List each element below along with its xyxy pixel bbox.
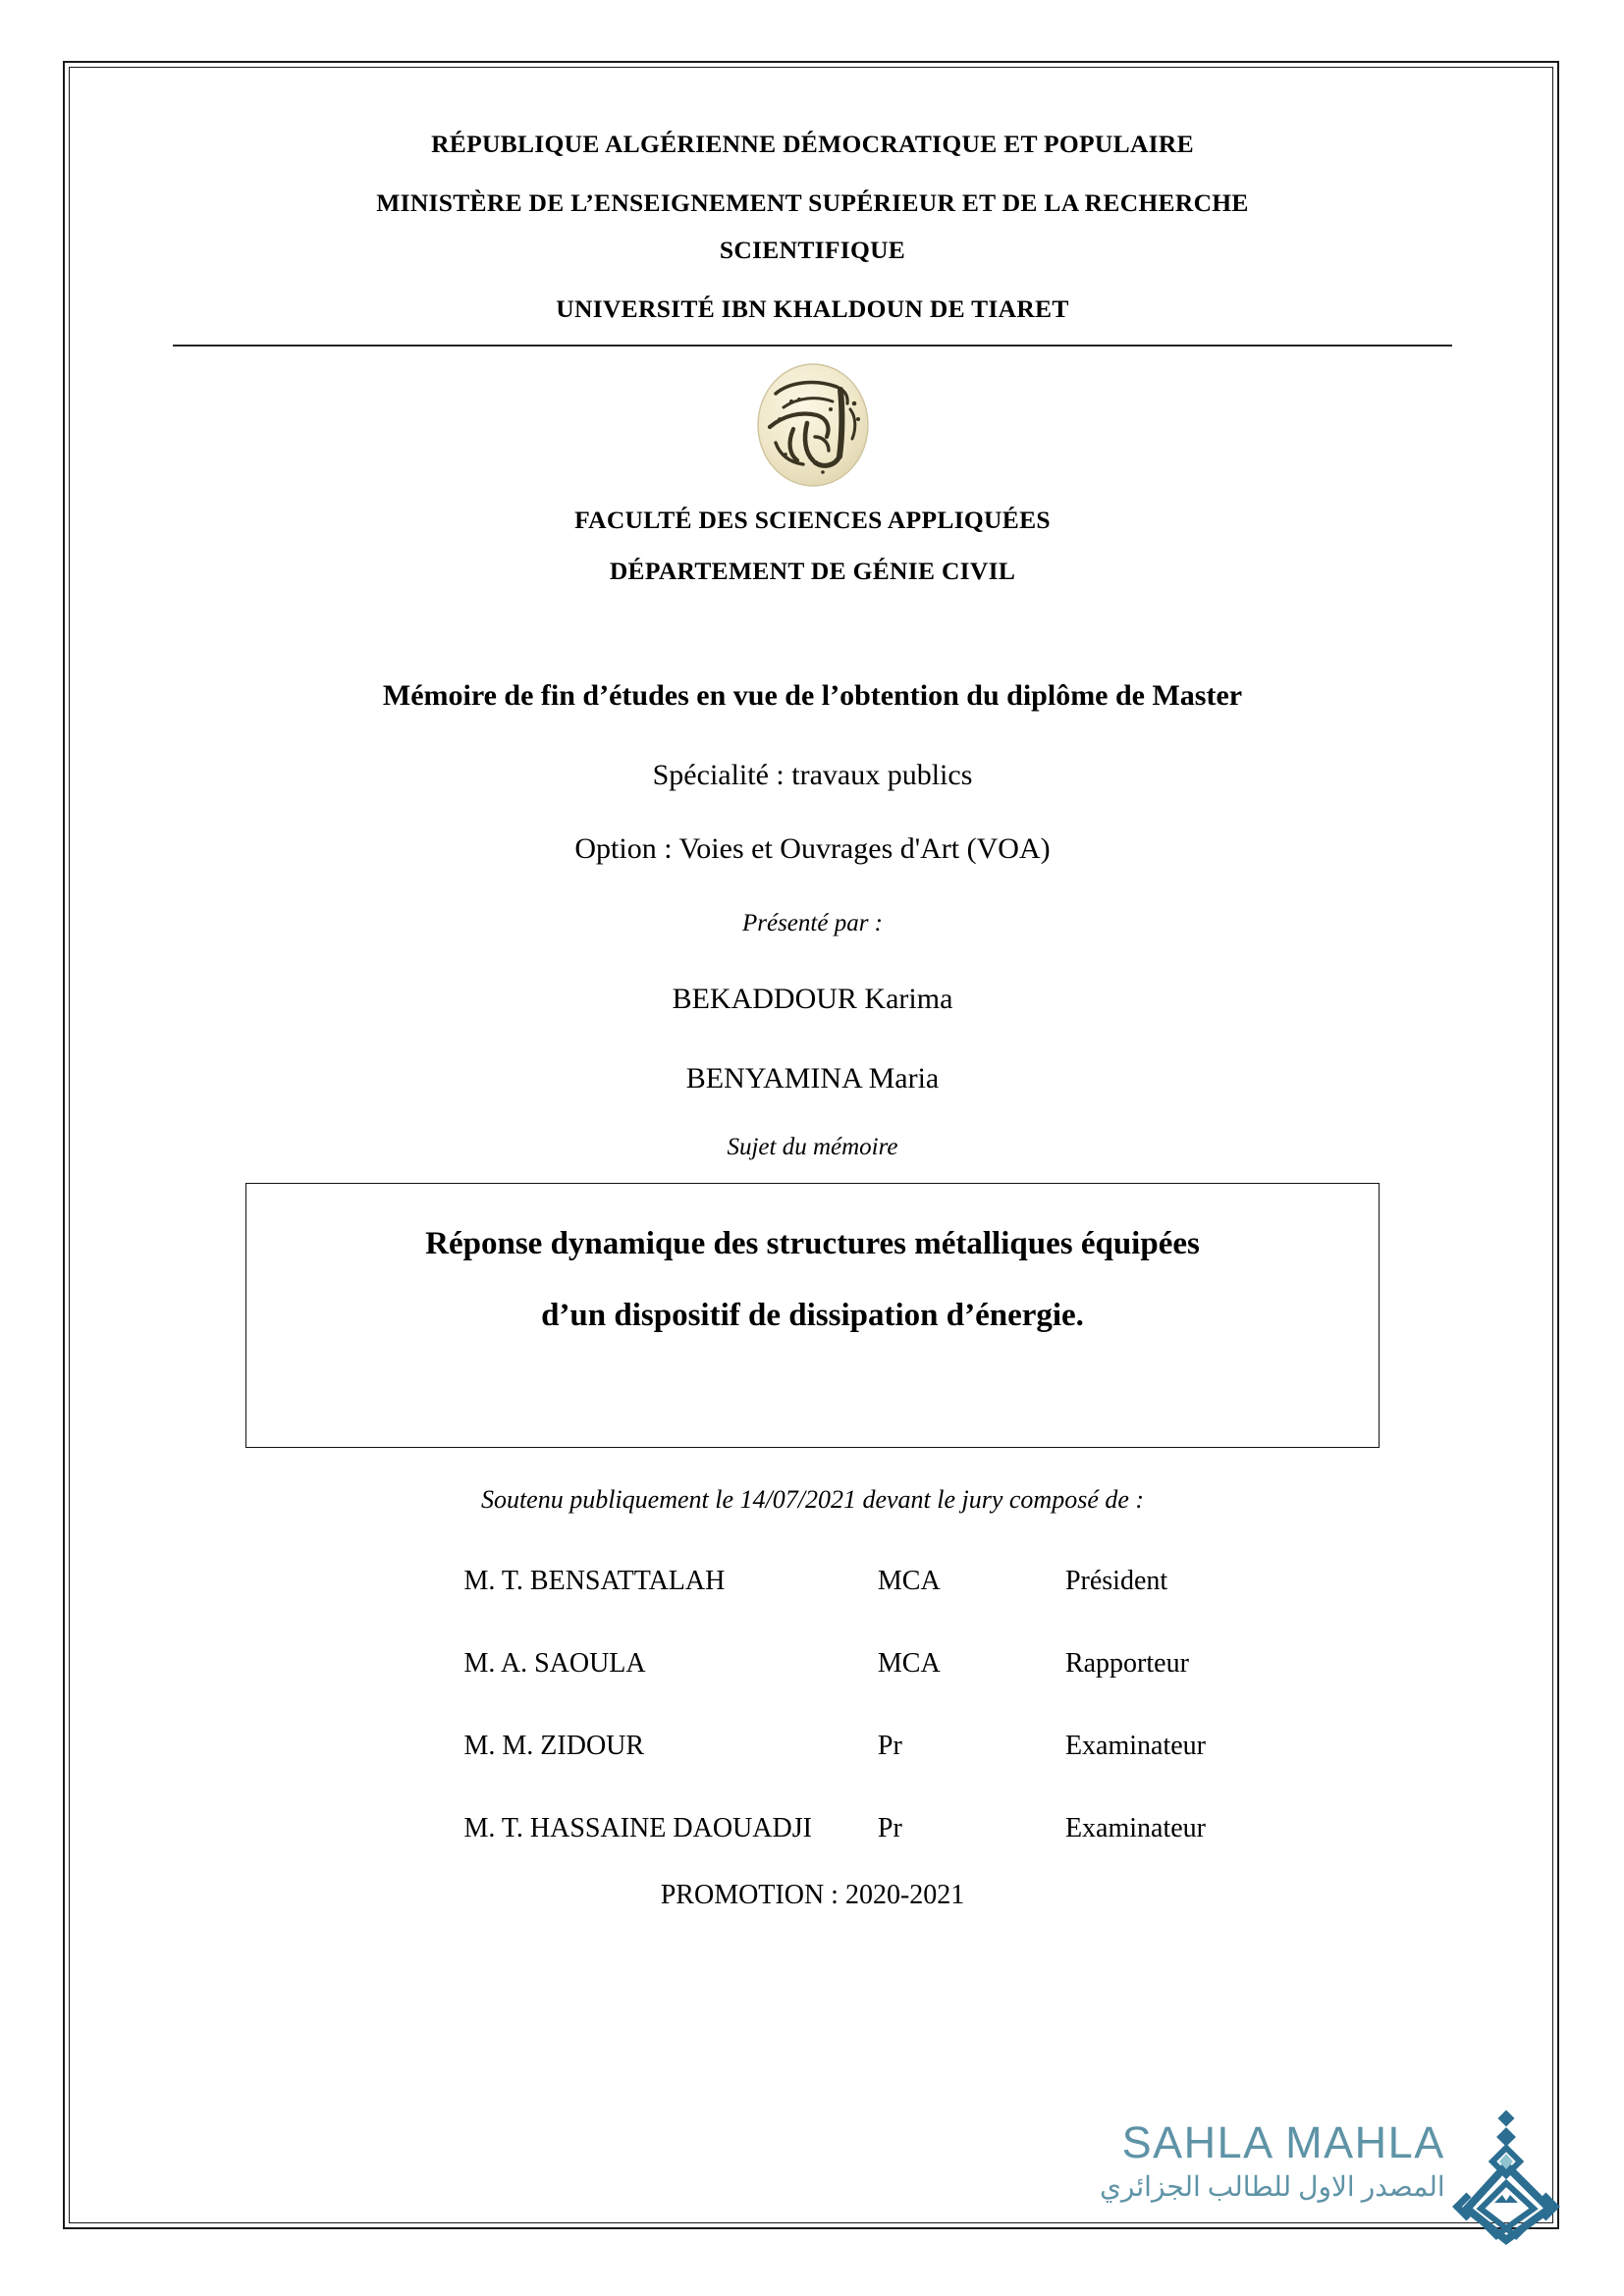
watermark-text-block xyxy=(1100,2109,1445,2205)
university-heading: UNIVERSITÉ IBN KHALDOUN DE TIARET xyxy=(556,294,1069,323)
sahla-mahla-logo-icon xyxy=(1451,2109,1561,2246)
department-heading: DÉPARTEMENT DE GÉNIE CIVIL xyxy=(609,556,1016,585)
jury-member-grade: MCA xyxy=(877,1648,941,1679)
jury-member-role: Rapporteur xyxy=(1064,1648,1189,1679)
watermark-wordmark: SAHLA MAHLA xyxy=(1121,2117,1445,2167)
jury-member-name: M. M. ZIDOUR xyxy=(463,1731,645,1761)
sahla-mahla-watermark xyxy=(1100,2109,1581,2256)
author-name: BENYAMINA Maria xyxy=(685,1062,940,1095)
subject-label: Sujet du mémoire xyxy=(727,1134,898,1160)
faculty-heading: FACULTÉ DES SCIENCES APPLIQUÉES xyxy=(574,506,1051,534)
table-row xyxy=(317,1705,1309,1788)
option-line: Option : Voies et Ouvrages d'Art (VOA) xyxy=(574,832,1051,865)
header-divider xyxy=(173,345,1452,347)
presented-by-label: Présenté par : xyxy=(741,910,884,936)
jury-member-name: M. T. BENSATTALAH xyxy=(463,1566,726,1596)
table-row xyxy=(317,1788,1309,1870)
jury-member-name: M. A. SAOULA xyxy=(463,1648,646,1679)
promotion-line: PROMOTION : 2020-2021 xyxy=(660,1880,965,1910)
jury-member-role: Examinateur xyxy=(1064,1813,1207,1843)
watermark-arabic-tagline: المصدر الاول للطالب الجزائري xyxy=(1100,2172,1445,2203)
jury-member-grade: Pr xyxy=(877,1731,902,1761)
subject-title-box xyxy=(245,1183,1380,1448)
defense-statement: Soutenu publiquement le 14/07/2021 devant le jury composé de : xyxy=(480,1485,1145,1514)
table-row xyxy=(317,1623,1309,1705)
diploma-statement: Mémoire de fin d’études en vue de l’obtention du diplôme de Master xyxy=(382,679,1243,712)
ministry-heading-line-1: MINISTÈRE DE L’ENSEIGNEMENT SUPÉRIEUR ET DE LA RECHERCHE xyxy=(376,187,1249,217)
jury-member-role: Examinateur xyxy=(1064,1731,1207,1761)
author-name: BEKADDOUR Karima xyxy=(672,983,953,1015)
jury-member-name: M. T. HASSAINE DAOUADJI xyxy=(463,1813,812,1843)
university-seal-icon xyxy=(746,358,880,492)
jury-table xyxy=(317,1540,1309,1870)
cover-page-content xyxy=(108,67,1517,1911)
jury-member-grade: MCA xyxy=(877,1566,941,1596)
jury-member-grade: Pr xyxy=(877,1813,902,1843)
republic-heading: RÉPUBLIQUE ALGÉRIENNE DÉMOCRATIQUE ET POPULAIRE xyxy=(431,130,1194,158)
thesis-title-line-2: d’un dispositif de dissipation d’énergie. xyxy=(541,1297,1084,1333)
speciality-line: Spécialité : travaux publics xyxy=(652,759,973,791)
thesis-title-line-1: Réponse dynamique des structures métalliques équipées xyxy=(425,1226,1200,1261)
table-row xyxy=(317,1540,1309,1623)
jury-member-role: Président xyxy=(1064,1566,1168,1596)
ministry-heading-line-2: SCIENTIFIQUE xyxy=(719,236,906,264)
university-seal-container xyxy=(108,358,1517,492)
